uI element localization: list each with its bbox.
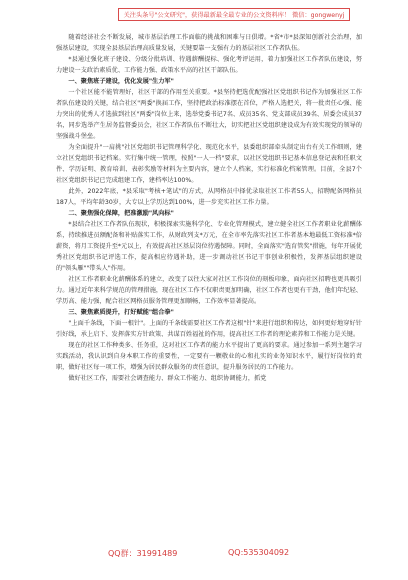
section-heading: 一、聚焦班子建设，优化发展"生力军" [68, 78, 174, 85]
section-heading: 二、聚焦强化保障，把准激励"风向标" [68, 210, 174, 217]
paragraph: 一个社区能不能管理好，社区干部的作用至关重要。*县坚持把选优配强社区党组织书记作为加强社区工作者队伍建设的关键，结合社区"两委"换届工作，坚持把政治标准摆在首位，严格人选把关，将一批责任心强、能力突出的优秀人才选拔到社区"两委"岗位上来，选举党委书记7名、成员35名、党支部成员39名、居委会成员37名，同步选举产生居务监督委员会，社区工作者队伍不断壮大，切实把社区党组织建设成为有效实现党的领导的坚强战斗堡垒。 [56, 89, 362, 140]
document-body [56, 32, 362, 384]
paragraph: 为全面提升"一肩挑"社区党组织书记管理科学化、现范化水平，县委组织部牵头制定出台有关工作细则，建立社区党组织书记档案。实行集中统一管理，按照"一人一档"要求，以社区党组织书记基本信息登记表和任职文件、学历证明、教育培训、表彰奖励等材料为主要内容，建立个人档案，实行标准化档案管理。目前，全县7个社区党组织书记已完成组建工作，建档率达100%。 [56, 144, 362, 184]
section-heading: 三、聚焦素质提升，打好赋能"组合拳" [68, 309, 174, 316]
paragraph: 社区工作者职业化薪酬体系的建立，改变了以往大家对社区工作岗位的刻板印象，面向社区招聘也更具吸引力。通过近年来科学规范的管理措施，现在社区工作不仅职责更加明确，社区工作者也更有干劲，他们年纪轻、学历高、能力强，配合社区网格员服务管理更加顺畅，工作效率显著提高。 [56, 276, 362, 305]
paragraph: 随着经济社会不断发展，城市基层治理工作面临的挑战和困难与日俱增。*省*市*县深知创新社会治理，加强基层建设，实现全县基层治理高质量发展，关键要靠一支强有力的基层社区工作者队伍。 [56, 34, 362, 52]
footer-qq: QQ:535304092 [228, 548, 290, 557]
promo-banner: 关注头条号"公文研究"，获得最新最全最专业的公文资料库！ 微信：gongwenyj [118, 8, 350, 21]
paragraph: *县结合社区工作者队伍现状，积极探索实施科学化、专业化管理模式，建立健全社区工作者职业化薪酬体系，持续推进员额配备和补贴落实工作，从财政列支*万元，在全市率先落实社区工作者基本地最低工资标准*倍薪资，将月工资提升至*元以上，有效提高社区基层岗位待遇保障。同时，全面落实"选育管奖"措施，每年开展优秀社区党组织书记评选工作，提高相应待遇补助，进一步调动社区书记干事创业积极性，发挥基层组织建设的"领头雁""带头人"作用。 [56, 221, 362, 272]
footer-qq-group: QQ群：31991489 [108, 549, 178, 558]
paragraph: "上面千条线，下面一根针"。上面的千条线需要社区工作者这根"针"来进行组织和传达，如何更好地穿好针引好线，承上启下、发挥落实方针政策、共谋百姓福祉的作用，提高社区工作者的理论素养和工作能力是关键。 [56, 320, 362, 338]
paragraph: 现在的社区工作种类多、任务重，这对社区工作者的能力水平提出了更高的要求。通过参加一系列主题学习实践活动，我认识到自身本职工作的重要性，一定要有一颗敬业的心和扎实的业务知识水平，履行好岗位的责职，做好社区每一项工作，增强为居民群众服务的责任意识，提升服务居民的工作能力。 [56, 342, 362, 371]
page-footer [0, 548, 408, 562]
paragraph: 做好社区工作，需要社会调查能力、群众工作能力、组织协调能力，抓党 [68, 375, 267, 382]
paragraph: *县通过强化班子建设、分级分批培训、待遇薪酬提标、强化考评运用，着力加强社区工作者队伍建设，努力建设一支政治素质优、工作能力强、政策水平高的社区干部队伍。 [56, 56, 362, 74]
paragraph: 此外，2022年底，*县采取"考核+笔试"的方式，从网格员中择优录取社区工作者55人，招聘配备网格员187人，平均年龄30岁，大专以上学历达到100%，进一步充实社区工作力量。 [56, 188, 362, 206]
